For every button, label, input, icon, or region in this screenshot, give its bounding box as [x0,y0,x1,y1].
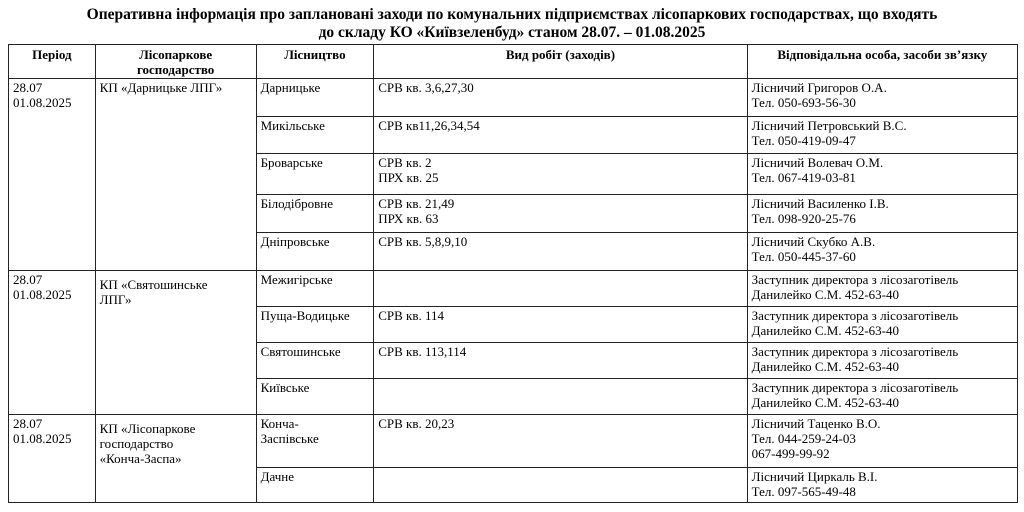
contact-phone: Данилейко С.М. 452-63-40 [751,323,899,338]
works-cell [374,195,747,233]
works-cell [374,271,747,307]
contact-cell [747,233,1017,271]
contact-person: Лісничий Григоров О.А. [751,80,887,95]
works-cell [374,117,747,154]
period-start: 28.07 [13,416,43,431]
estate-name: ЛПГ» [99,292,132,307]
header-contact: Відповідальна особа, засоби зв’язку [747,45,1017,79]
works-cell [374,233,747,271]
contact-person: Лісничий Василенко І.В. [751,196,889,211]
contact-person: Заступник директора з лісозаготівель [751,272,959,287]
forestry-cell [256,307,374,343]
period-cell [9,271,96,415]
contact-phone: Тел. 050-445-37-60 [751,249,856,264]
works-line: СРВ кв. 113,114 [378,344,467,359]
period-start: 28.07 [13,80,43,95]
period-end: 01.08.2025 [13,95,72,110]
period-cell [9,79,96,271]
period-end: 01.08.2025 [13,431,72,446]
works-line: СРВ кв. 5,8,9,10 [378,234,468,249]
header-estate-line-2: господарство [136,62,215,77]
forestry-name: Київське [260,380,310,395]
table-row [9,271,1018,307]
contact-cell [747,195,1017,233]
forestry-name: Заспівське [260,431,319,446]
contact-cell [747,379,1017,415]
contact-cell [747,343,1017,379]
table-row [9,79,1018,117]
estate-name: господарство [99,436,174,451]
contact-phone: Тел. 097-565-49-48 [751,484,856,499]
forestry-name: Святошинське [260,344,341,359]
contact-person: Лісничий Петровський В.С. [751,118,907,133]
forestry-cell [256,154,374,195]
header-period: Період [9,45,96,79]
works-line: ПРХ кв. 25 [378,170,439,185]
works-line: СРВ кв. 20,23 [378,416,455,431]
contact-person: Заступник директора з лісозаготівель [751,344,959,359]
contact-phone: Тел. 098-920-25-76 [751,211,856,226]
contact-cell [747,79,1017,117]
contact-person: Лісничий Скубко А.В. [751,234,876,249]
header-forestry: Лісництво [256,45,374,79]
period-cell [9,415,96,503]
works-line: СРВ кв. 3,6,27,30 [378,80,474,95]
contact-person: Лісничий Таценко В.О. [751,416,881,431]
contact-person: Заступник директора з лісозаготівель [751,380,959,395]
estate-name: «Конча-Заспа» [99,451,182,466]
contact-phone: Данилейко С.М. 452-63-40 [751,395,899,410]
forestry-cell [256,468,374,503]
forestry-cell [256,415,374,468]
contact-phone: Тел. 067-419-03-81 [751,170,856,185]
contact-person: Заступник директора з лісозаготівель [751,308,959,323]
works-cell [374,379,747,415]
forestry-name: Межигірське [260,272,333,287]
contact-cell [747,154,1017,195]
estate-name: КП «Дарницьке ЛПГ» [99,80,223,95]
table-header [9,45,1018,79]
forestry-cell [256,79,374,117]
works-cell [374,154,747,195]
schedule-table [8,44,1018,503]
contact-phone: Тел. 050-419-09-47 [751,133,856,148]
page-title [0,6,1024,42]
contact-phone: Данилейко С.М. 452-63-40 [751,287,899,302]
works-line: СРВ кв. 114 [378,308,444,323]
table-body [9,79,1018,503]
contact-phone: Тел. 050-693-56-30 [751,95,856,110]
works-line: ПРХ кв. 63 [378,211,439,226]
page-title-line-2: до складу КО «Київзеленбуд» станом 28.07. – 01.08.2025 [318,24,706,41]
works-line: СРВ кв11,26,34,54 [378,118,480,133]
forestry-cell [256,271,374,307]
estate-cell [95,271,256,415]
contact-cell [747,415,1017,468]
contact-cell [747,271,1017,307]
header-works: Вид робіт (заходів) [374,45,747,79]
forestry-cell [256,195,374,233]
forestry-name: Броварське [260,155,323,170]
forestry-name: Микільське [260,118,325,133]
forestry-name: Пуща-Водицьке [260,308,350,323]
forestry-name: Конча- [260,416,299,431]
contact-phone: Тел. 044-259-24-03 [751,431,856,446]
estate-name: КП «Лісопаркове [99,421,196,436]
contact-cell [747,117,1017,154]
estate-cell [95,79,256,271]
works-cell [374,468,747,503]
contact-phone: 067-499-99-92 [751,446,830,461]
forestry-name: Дачне [260,469,294,484]
forestry-name: Дніпровське [260,234,330,249]
forestry-cell [256,343,374,379]
forestry-cell [256,233,374,271]
works-cell [374,307,747,343]
forestry-name: Дарницьке [260,80,321,95]
contact-person: Лісничий Волевач О.М. [751,155,884,170]
estate-name: КП «Святошинське [99,277,208,292]
works-line: СРВ кв. 21,49 [378,196,455,211]
works-line: СРВ кв. 2 [378,155,432,170]
period-start: 28.07 [13,272,43,287]
contact-person: Лісничий Циркаль В.І. [751,469,878,484]
works-cell [374,343,747,379]
header-estate-line-1: Лісопаркове [139,47,213,62]
forestry-name: Білодібровне [260,196,333,211]
works-cell [374,79,747,117]
works-cell [374,415,747,468]
header-estate [95,45,256,79]
contact-cell [747,468,1017,503]
table-row [9,415,1018,468]
page-title-line-1: Оперативна інформація про заплановані заходи по комунальних підприємствах лісопаркових господарствах, що входять [86,6,938,23]
forestry-cell [256,117,374,154]
period-end: 01.08.2025 [13,287,72,302]
forestry-cell [256,379,374,415]
contact-cell [747,307,1017,343]
contact-phone: Данилейко С.М. 452-63-40 [751,359,899,374]
estate-cell [95,415,256,503]
